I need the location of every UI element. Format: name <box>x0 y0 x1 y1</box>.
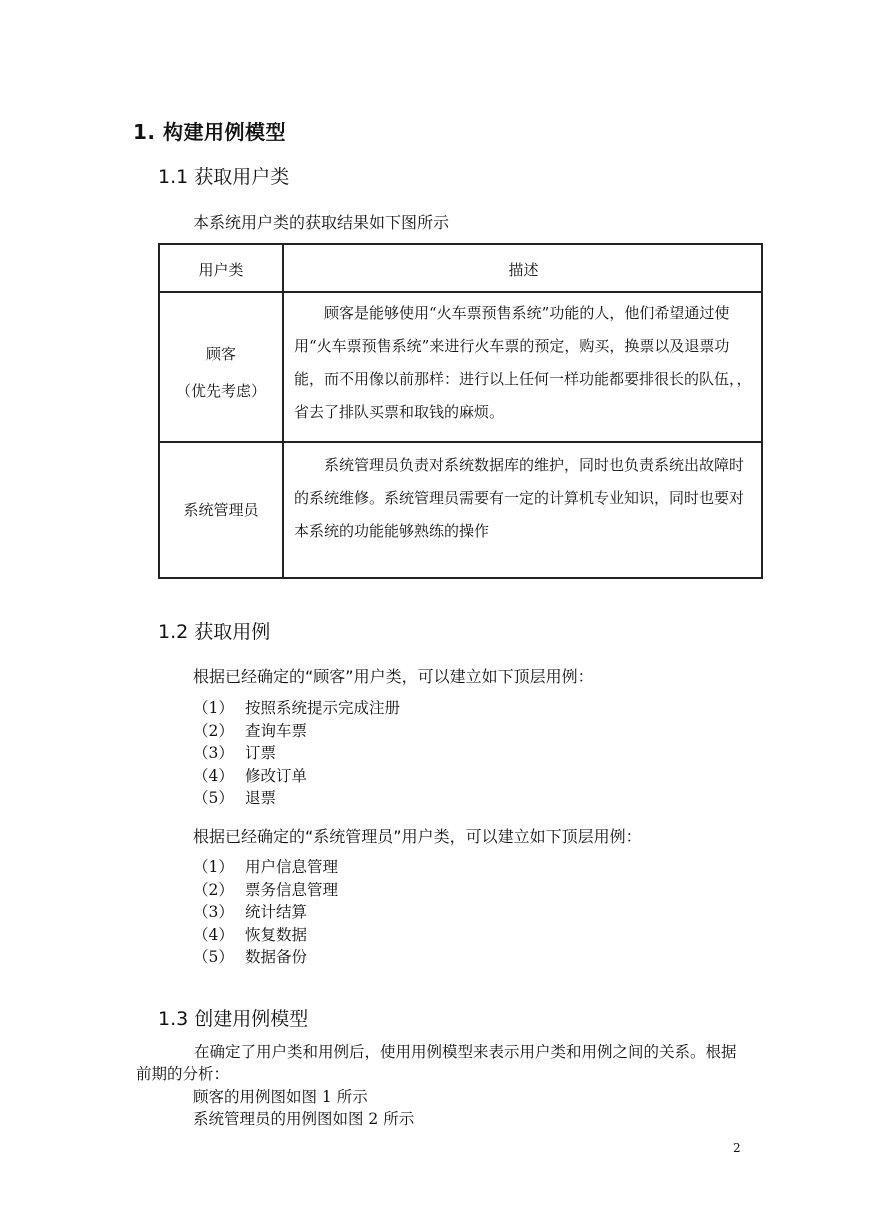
table-column-divider <box>282 245 284 577</box>
list-item: （4） 恢复数据 <box>193 925 308 944</box>
section-1-2-title: 1.2 获取用例 <box>158 621 271 643</box>
admin-usecase-intro: 根据已经确定的“系统管理员”用户类，可以建立如下顶层用例： <box>193 827 642 846</box>
table-row-customer-label <box>160 341 282 404</box>
section-1-1-intro: 本系统用户类的获取结果如下图所示 <box>193 213 450 232</box>
customer-diagram-ref: 顾客的用例图如图 1 所示 <box>193 1088 368 1106</box>
list-item: （3） 订票 <box>193 744 277 763</box>
user-class-table <box>158 243 763 579</box>
table-row-customer-desc: 顾客是能够使用“火车票预售系统”功能的人，他们希望通过使用“火车票预售系统”来进行火车票的预定，购买，换票以及退票功能，而不用像以前那样：进行以上任何一样功能都要排很长的队伍，，省去了排队买票和取钱的麻烦。 <box>294 304 752 421</box>
customer-label-line: 顾客 <box>205 345 236 363</box>
table-row-admin-label: 系统管理员 <box>183 501 259 519</box>
table-row-divider <box>160 441 761 443</box>
admin-diagram-ref: 系统管理员的用例图如图 2 所示 <box>193 1110 415 1128</box>
list-item: （2） 查询车票 <box>193 721 308 740</box>
list-item: （5） 退票 <box>193 789 277 808</box>
list-item: （2） 票务信息管理 <box>193 880 339 899</box>
list-item: （1） 用户信息管理 <box>193 858 339 876</box>
table-row-admin-desc: 系统管理员负责对系统数据库的维护，同时也负责系统出故障时的系统维修。系统管理员需要有一定的计算机专业知识，同时也要对本系统的功能能够熟练的操作 <box>294 456 745 540</box>
list-item: （5） 数据备份 <box>193 948 308 967</box>
section-1-3-title: 1.3 创建用例模型 <box>158 1008 309 1030</box>
list-item: （4） 修改订单 <box>193 766 308 785</box>
list-item: （1） 按照系统提示完成注册 <box>193 699 401 717</box>
section-1-3-paragraph: 在确定了用户类和用例后，使用用例模型来表示用户类和用例之间的关系。根据前期的分析： <box>136 1043 737 1083</box>
list-item: （3） 统计结算 <box>193 903 308 922</box>
table-header-divider <box>160 291 761 293</box>
customer-usecase-intro: 根据已经确定的“顾客”用户类，可以建立如下顶层用例： <box>193 667 594 686</box>
table-header-description: 描述 <box>508 261 539 279</box>
table-header-user-class: 用户类 <box>198 261 244 279</box>
section-1-1-title: 1.1 获取用户类 <box>158 166 290 188</box>
admin-usecase-list <box>193 856 338 969</box>
heading-1: 1. 构建用例模型 <box>133 120 286 144</box>
customer-usecase-list <box>193 697 400 810</box>
customer-priority-label: （优先考虑） <box>175 382 266 400</box>
page-number: 2 <box>733 1141 741 1155</box>
